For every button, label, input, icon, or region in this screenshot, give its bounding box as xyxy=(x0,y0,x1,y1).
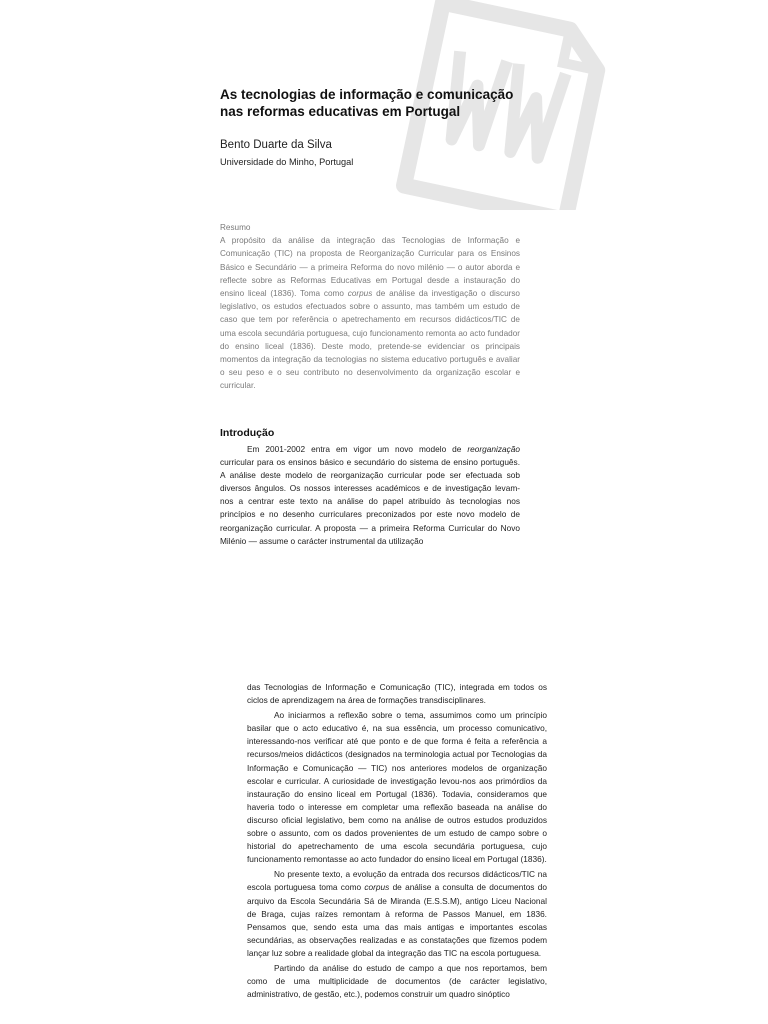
article-title xyxy=(220,87,520,120)
paragraph-reflection: Ao iniciarmos a reflexão sobre o tema, assumimos como um princípio basilar que o acto educativo é, na sua essência, um processo comunicativo, interessando-nos verificar até que ponto e de que forma é feita a referência a recursos/meios didácticos (designados na terminologia actual por Tecnologias da Informação e Comunicação — TIC) nos anteriores modelos de organização escolar e curricular. A curiosidade de investigação levou-nos aos primórdios da instauração do ensino liceal em Portugal (1836). Todavia, consideramos que haveria todo o interesse em completar uma reflexão baseada na análise do discurso oficial legislativo, bem como na análise de outros estudos produzidos sobre o assunto, com os dados provenientes de um estudo de campo sobre o historial do apetrechamento de uma escola secundária portuguesa, cujo funcionamento remontasse ao acto fundador do ensino liceal em Portugal (1836). xyxy=(247,710,547,865)
paragraph-field-study: Partindo da análise do estudo de campo a que nos reportamos, bem como de uma multiplicidade de documentos (de carácter legislativo, administrativo, de gestão, etc.), podemos construir um quadro sinóptico xyxy=(247,962,547,1000)
abstract xyxy=(220,221,520,393)
introduction-body xyxy=(220,443,520,548)
author-affiliation: Universidade do Minho, Portugal xyxy=(220,157,354,167)
page-2-body xyxy=(247,681,547,1003)
paragraph-continuation: das Tecnologias de Informação e Comunicação (TIC), integrada em todos os ciclos de aprendizagem na área de formações transdisciplinares. xyxy=(247,682,547,706)
title-line-2: nas reformas educativas em Portugal xyxy=(220,103,461,119)
title-line-1: As tecnologias de informação e comunicação xyxy=(220,87,514,102)
intro-paragraph: Em 2001-2002 entra em vigor um novo modelo de reorganização curricular para os ensinos básico e secundário do sistema de ensino português. A análise deste modelo de reorganização curricular pode ser efectuada sob diversos ângulos. Os nossos interesses académicos e de investigação levam-nos a centrar este texto na análise do papel atribuído às tecnologias nos princípios e no desenho curriculares preconizados por este novo modelo de reorganização curricular. A proposta — a primeira Reforma Curricular do Novo Milénio — assume o carácter instrumental da utilização xyxy=(220,444,520,546)
abstract-text: A propósito da análise da integração das Tecnologias de Informação e Comunicação (TIC) na proposta de Reorganização Curricular para os Ensinos Básico e Secundário — a primeira Reforma do novo milénio — o autor aborda e reflecte sobre as Reformas Educativas em Portugal desde a instauração do ensino liceal (1836). Toma como corpus de análise da investigação o discurso legislativo, os estudos efectuados sobre o assunto, mas também um estudo de caso que tem por referência o apetrechamento em recursos didácticos/TIC de uma escola secundária portuguesa, cujo funcionamento remonta ao acto fundador do ensino liceal (1836). Deste modo, pretende-se evidenciar os principais momentos da integração da tecnologias no sistema educativo português e avaliar o seu peso e o seu contributo no desenvolvimento da organização escolar e curricular. xyxy=(220,236,520,391)
abstract-label: Resumo xyxy=(220,223,251,232)
paragraph-corpus: No presente texto, a evolução da entrada dos recursos didácticos/TIC na escola portuguesa toma como corpus de análise a consulta de documentos do arquivo da Escola Secundária Sá de Miranda (E.S.S.M), antigo Liceu Nacional de Braga, cujas raízes remontam à reforma de Passos Manuel, em 1836. Pensamos que, sendo esta uma das mais antigas e importantes escolas secundárias, as observações realizadas e as constatações que fizemos podem lançar luz sobre a realidade global da integração das TIC na escola portuguesa. xyxy=(247,869,547,958)
section-heading-introduction: Introdução xyxy=(220,427,275,439)
author-name: Bento Duarte da Silva xyxy=(220,139,332,151)
